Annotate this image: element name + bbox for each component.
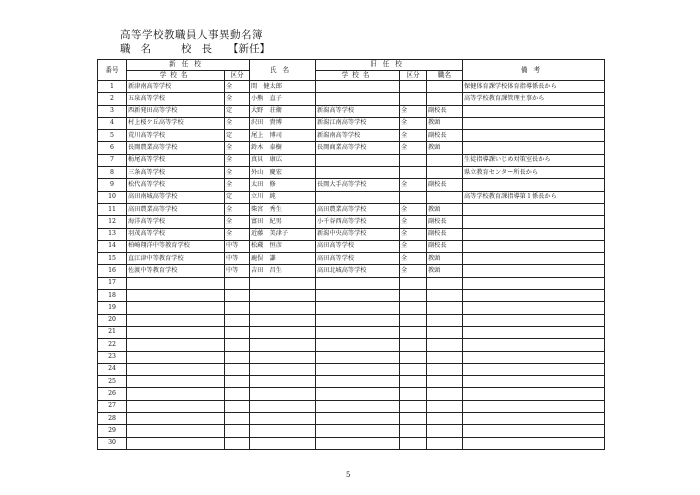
remarks-cell — [463, 203, 605, 215]
new-school-cell: 海洋高等学校 — [127, 216, 225, 228]
name-cell: 鹿俣 謙 — [250, 253, 316, 265]
old-school-cell — [316, 93, 400, 105]
old-school-cell: 小千谷西高等学校 — [316, 216, 400, 228]
name-cell — [250, 363, 316, 375]
table-row — [98, 81, 605, 93]
row-number: 30 — [98, 437, 127, 449]
new-school-cell: 羽茂高等学校 — [127, 228, 225, 240]
name-cell — [250, 302, 316, 314]
row-number: 24 — [98, 363, 127, 375]
new-kubun-cell — [225, 376, 250, 388]
new-school-cell: 三条高等学校 — [127, 167, 225, 179]
name-cell: 立川 純 — [250, 191, 316, 203]
old-kubun-cell — [400, 277, 427, 289]
old-school-cell: 新潟江南高等学校 — [316, 117, 400, 129]
new-school-cell: 佐渡中等教育学校 — [127, 265, 225, 277]
new-school-cell — [127, 388, 225, 400]
old-school-cell — [316, 191, 400, 203]
old-kubun-cell — [400, 81, 427, 93]
table-body — [98, 81, 605, 450]
row-number: 19 — [98, 302, 127, 314]
old-school-cell: 新潟南高等学校 — [316, 130, 400, 142]
old-kubun-cell — [400, 437, 427, 449]
remarks-cell — [463, 339, 605, 351]
remarks-cell — [463, 302, 605, 314]
table-row — [98, 154, 605, 166]
name-cell: 吉田 昌生 — [250, 265, 316, 277]
row-number: 12 — [98, 216, 127, 228]
header-new-kubun: 区分 — [225, 70, 250, 81]
old-school-cell — [316, 302, 400, 314]
old-title-cell — [427, 388, 463, 400]
table-row — [98, 413, 605, 425]
new-kubun-cell — [225, 290, 250, 302]
row-number: 8 — [98, 167, 127, 179]
table-row — [98, 167, 605, 179]
new-school-cell: 新津南高等学校 — [127, 81, 225, 93]
new-school-cell: 荒川高等学校 — [127, 130, 225, 142]
new-kubun-cell: 中等 — [225, 265, 250, 277]
row-number: 18 — [98, 290, 127, 302]
name-cell: 富田 紀男 — [250, 216, 316, 228]
old-title-cell — [427, 413, 463, 425]
table-row — [98, 191, 605, 203]
old-kubun-cell: 全 — [400, 253, 427, 265]
old-title-cell: 副校長 — [427, 179, 463, 191]
table-row — [98, 314, 605, 326]
old-kubun-cell — [400, 425, 427, 437]
remarks-cell — [463, 351, 605, 363]
row-number: 21 — [98, 326, 127, 338]
old-title-cell: 教頭 — [427, 117, 463, 129]
name-cell — [250, 400, 316, 412]
name-cell — [250, 314, 316, 326]
name-cell: 松蔵 恒彦 — [250, 240, 316, 252]
name-cell — [250, 437, 316, 449]
table-row — [98, 400, 605, 412]
row-number: 5 — [98, 130, 127, 142]
old-kubun-cell: 全 — [400, 142, 427, 154]
new-kubun-cell: 全 — [225, 142, 250, 154]
new-kubun-cell — [225, 437, 250, 449]
header-remarks: 備考 — [463, 60, 605, 81]
new-school-cell — [127, 339, 225, 351]
table-row — [98, 290, 605, 302]
new-kubun-cell: 全 — [225, 228, 250, 240]
new-kubun-cell — [225, 302, 250, 314]
row-number: 22 — [98, 339, 127, 351]
old-school-cell: 新潟高等学校 — [316, 105, 400, 117]
old-title-cell — [427, 290, 463, 302]
old-school-cell — [316, 314, 400, 326]
old-title-cell — [427, 400, 463, 412]
row-number: 2 — [98, 93, 127, 105]
new-kubun-cell — [225, 413, 250, 425]
table-row — [98, 388, 605, 400]
new-kubun-cell — [225, 277, 250, 289]
row-number: 9 — [98, 179, 127, 191]
remarks-cell — [463, 363, 605, 375]
header-old-kubun: 区分 — [400, 70, 427, 81]
old-school-cell — [316, 376, 400, 388]
old-title-cell: 副校長 — [427, 228, 463, 240]
old-title-cell — [427, 425, 463, 437]
new-school-cell: 高田南城高等学校 — [127, 191, 225, 203]
old-title-cell — [427, 326, 463, 338]
old-kubun-cell — [400, 302, 427, 314]
old-school-cell: 高田高等学校 — [316, 240, 400, 252]
remarks-cell — [463, 228, 605, 240]
row-number: 27 — [98, 400, 127, 412]
old-school-cell — [316, 326, 400, 338]
remarks-cell — [463, 130, 605, 142]
old-title-cell: 副校長 — [427, 130, 463, 142]
row-number: 11 — [98, 203, 127, 215]
old-kubun-cell: 全 — [400, 240, 427, 252]
name-cell: 鈴木 泰樹 — [250, 142, 316, 154]
table-row — [98, 93, 605, 105]
name-cell: 太田 修 — [250, 179, 316, 191]
name-cell — [250, 351, 316, 363]
old-title-cell — [427, 277, 463, 289]
name-cell — [250, 326, 316, 338]
old-school-cell — [316, 154, 400, 166]
remarks-cell — [463, 216, 605, 228]
old-school-cell — [316, 351, 400, 363]
row-number: 20 — [98, 314, 127, 326]
new-school-cell — [127, 326, 225, 338]
old-title-cell — [427, 191, 463, 203]
old-kubun-cell — [400, 376, 427, 388]
remarks-cell — [463, 314, 605, 326]
header-new-school-name: 学校名 — [127, 70, 225, 81]
old-title-cell: 副校長 — [427, 240, 463, 252]
remarks-cell: 生徒指導課いじめ対策室長から — [463, 154, 605, 166]
name-cell — [250, 277, 316, 289]
new-kubun-cell: 中等 — [225, 253, 250, 265]
new-school-cell — [127, 290, 225, 302]
table-row — [98, 326, 605, 338]
table-row — [98, 363, 605, 375]
remarks-cell — [463, 142, 605, 154]
table-header — [98, 60, 605, 81]
old-kubun-cell — [400, 351, 427, 363]
old-kubun-cell — [400, 191, 427, 203]
old-kubun-cell — [400, 326, 427, 338]
header-old-school-name: 学校名 — [316, 70, 400, 81]
table-row — [98, 142, 605, 154]
row-number: 25 — [98, 376, 127, 388]
new-kubun-cell: 全 — [225, 93, 250, 105]
new-school-cell: 高田農業高等学校 — [127, 203, 225, 215]
document-subtitle — [120, 41, 270, 56]
name-cell — [250, 290, 316, 302]
table-row — [98, 228, 605, 240]
new-kubun-cell — [225, 400, 250, 412]
old-title-cell — [427, 81, 463, 93]
new-school-cell: 村上桜ケ丘高等学校 — [127, 117, 225, 129]
name-cell: 沢田 貴博 — [250, 117, 316, 129]
header-old-school: 旧任校 — [316, 60, 463, 71]
remarks-cell — [463, 413, 605, 425]
table-row — [98, 277, 605, 289]
old-school-cell — [316, 437, 400, 449]
row-number: 10 — [98, 191, 127, 203]
new-kubun-cell: 全 — [225, 154, 250, 166]
new-kubun-cell — [225, 425, 250, 437]
header-new-school: 新任校 — [127, 60, 250, 71]
new-kubun-cell — [225, 314, 250, 326]
old-kubun-cell: 全 — [400, 117, 427, 129]
name-cell: 外山 慶宏 — [250, 167, 316, 179]
table-row — [98, 265, 605, 277]
old-title-cell — [427, 302, 463, 314]
old-kubun-cell — [400, 339, 427, 351]
row-number: 23 — [98, 351, 127, 363]
new-school-cell — [127, 400, 225, 412]
old-kubun-cell: 全 — [400, 179, 427, 191]
new-kubun-cell: 中等 — [225, 240, 250, 252]
new-kubun-cell: 全 — [225, 216, 250, 228]
remarks-cell — [463, 253, 605, 265]
old-school-cell — [316, 167, 400, 179]
old-school-cell — [316, 425, 400, 437]
old-kubun-cell — [400, 93, 427, 105]
new-kubun-cell: 全 — [225, 81, 250, 93]
new-kubun-cell: 全 — [225, 179, 250, 191]
position-label: 校長 — [181, 43, 222, 55]
table-row — [98, 425, 605, 437]
row-number: 26 — [98, 388, 127, 400]
old-kubun-cell — [400, 363, 427, 375]
old-school-cell — [316, 413, 400, 425]
new-school-cell — [127, 376, 225, 388]
old-title-cell — [427, 339, 463, 351]
new-kubun-cell — [225, 363, 250, 375]
old-kubun-cell: 全 — [400, 105, 427, 117]
name-cell — [250, 388, 316, 400]
new-kubun-cell: 定 — [225, 130, 250, 142]
name-cell: 柴宮 秀生 — [250, 203, 316, 215]
personnel-table — [97, 59, 605, 450]
old-kubun-cell — [400, 400, 427, 412]
old-school-cell — [316, 81, 400, 93]
old-title-cell — [427, 351, 463, 363]
new-school-cell: 五泉高等学校 — [127, 93, 225, 105]
remarks-cell — [463, 376, 605, 388]
old-school-cell: 新潟中央高等学校 — [316, 228, 400, 240]
row-number: 1 — [98, 81, 127, 93]
old-title-cell: 副校長 — [427, 216, 463, 228]
old-title-cell — [427, 437, 463, 449]
name-cell: 小熊 直子 — [250, 93, 316, 105]
new-school-cell — [127, 437, 225, 449]
category-label: 職名 — [120, 43, 161, 55]
remarks-cell — [463, 105, 605, 117]
old-title-cell: 教頭 — [427, 265, 463, 277]
new-school-cell — [127, 363, 225, 375]
old-title-cell: 教頭 — [427, 203, 463, 215]
old-kubun-cell — [400, 154, 427, 166]
remarks-cell — [463, 265, 605, 277]
old-kubun-cell — [400, 388, 427, 400]
row-number: 7 — [98, 154, 127, 166]
new-kubun-cell: 定 — [225, 105, 250, 117]
table-row — [98, 130, 605, 142]
new-kubun-cell: 全 — [225, 117, 250, 129]
old-title-cell: 副校長 — [427, 105, 463, 117]
table-row — [98, 253, 605, 265]
name-cell — [250, 376, 316, 388]
old-kubun-cell: 全 — [400, 228, 427, 240]
old-kubun-cell: 全 — [400, 265, 427, 277]
row-number: 4 — [98, 117, 127, 129]
old-kubun-cell: 全 — [400, 203, 427, 215]
page-number: 5 — [346, 471, 351, 479]
new-school-cell — [127, 314, 225, 326]
old-title-cell — [427, 93, 463, 105]
remarks-cell — [463, 388, 605, 400]
old-school-cell — [316, 290, 400, 302]
new-school-cell: 直江津中等教育学校 — [127, 253, 225, 265]
remarks-cell — [463, 240, 605, 252]
remarks-cell — [463, 437, 605, 449]
new-school-cell: 松代高等学校 — [127, 179, 225, 191]
name-cell: 近藤 美津子 — [250, 228, 316, 240]
new-school-cell: 柏崎翔洋中等教育学校 — [127, 240, 225, 252]
table-row — [98, 216, 605, 228]
new-kubun-cell — [225, 326, 250, 338]
old-title-cell — [427, 363, 463, 375]
table-row — [98, 179, 605, 191]
header-name: 氏名 — [250, 60, 316, 81]
new-school-cell — [127, 425, 225, 437]
row-number: 17 — [98, 277, 127, 289]
header-old-title: 職名 — [427, 70, 463, 81]
old-title-cell — [427, 314, 463, 326]
table-row — [98, 437, 605, 449]
remarks-cell: 県立教育センター所長から — [463, 167, 605, 179]
old-title-cell — [427, 167, 463, 179]
old-kubun-cell: 全 — [400, 130, 427, 142]
row-number: 14 — [98, 240, 127, 252]
new-kubun-cell: 定 — [225, 191, 250, 203]
table-row — [98, 351, 605, 363]
remarks-cell: 保健体育課学校体育指導係長から — [463, 81, 605, 93]
table-row — [98, 117, 605, 129]
new-school-cell — [127, 277, 225, 289]
table-row — [98, 105, 605, 117]
old-title-cell — [427, 154, 463, 166]
remarks-cell — [463, 400, 605, 412]
remarks-cell — [463, 326, 605, 338]
row-number: 6 — [98, 142, 127, 154]
remarks-cell — [463, 425, 605, 437]
remarks-cell — [463, 117, 605, 129]
name-cell — [250, 339, 316, 351]
name-cell: 尾上 博司 — [250, 130, 316, 142]
old-kubun-cell — [400, 413, 427, 425]
row-number: 15 — [98, 253, 127, 265]
old-title-cell: 教頭 — [427, 142, 463, 154]
table-row — [98, 240, 605, 252]
document-title: 高等学校教職員人事異動名簿 — [120, 29, 263, 41]
old-kubun-cell — [400, 290, 427, 302]
old-title-cell — [427, 376, 463, 388]
row-number: 13 — [98, 228, 127, 240]
name-cell: 間 健太郎 — [250, 81, 316, 93]
table-row — [98, 339, 605, 351]
old-school-cell: 長岡商業高等学校 — [316, 142, 400, 154]
new-kubun-cell: 全 — [225, 203, 250, 215]
name-cell — [250, 413, 316, 425]
new-school-cell — [127, 413, 225, 425]
table-row — [98, 376, 605, 388]
old-school-cell: 高田農業高等学校 — [316, 203, 400, 215]
old-title-cell: 教頭 — [427, 253, 463, 265]
old-school-cell: 長岡大手高等学校 — [316, 179, 400, 191]
old-kubun-cell: 全 — [400, 216, 427, 228]
old-school-cell — [316, 388, 400, 400]
row-number: 29 — [98, 425, 127, 437]
remarks-cell: 高等学校教育課管理主事から — [463, 93, 605, 105]
new-kubun-cell — [225, 351, 250, 363]
remarks-cell — [463, 277, 605, 289]
new-school-cell — [127, 351, 225, 363]
old-school-cell — [316, 339, 400, 351]
old-school-cell — [316, 400, 400, 412]
row-number: 16 — [98, 265, 127, 277]
name-cell: 真貝 康広 — [250, 154, 316, 166]
remarks-cell — [463, 179, 605, 191]
new-kubun-cell: 全 — [225, 167, 250, 179]
new-school-cell: 長岡農業高等学校 — [127, 142, 225, 154]
table-row — [98, 203, 605, 215]
old-school-cell: 高田北城高等学校 — [316, 265, 400, 277]
new-school-cell — [127, 302, 225, 314]
new-school-cell: 栃尾高等学校 — [127, 154, 225, 166]
new-kubun-cell — [225, 388, 250, 400]
table-row — [98, 302, 605, 314]
new-school-cell: 西新発田高等学校 — [127, 105, 225, 117]
old-school-cell — [316, 277, 400, 289]
old-kubun-cell — [400, 167, 427, 179]
old-kubun-cell — [400, 314, 427, 326]
header-number: 番号 — [98, 60, 127, 81]
name-cell — [250, 425, 316, 437]
new-kubun-cell — [225, 339, 250, 351]
old-school-cell: 高田高等学校 — [316, 253, 400, 265]
row-number: 28 — [98, 413, 127, 425]
row-number: 3 — [98, 105, 127, 117]
old-school-cell — [316, 363, 400, 375]
remarks-cell: 高等学校教育課指導第１係長から — [463, 191, 605, 203]
assignment-type-tag: 【新任】 — [228, 43, 270, 55]
name-cell: 大野 荘衛 — [250, 105, 316, 117]
remarks-cell — [463, 290, 605, 302]
